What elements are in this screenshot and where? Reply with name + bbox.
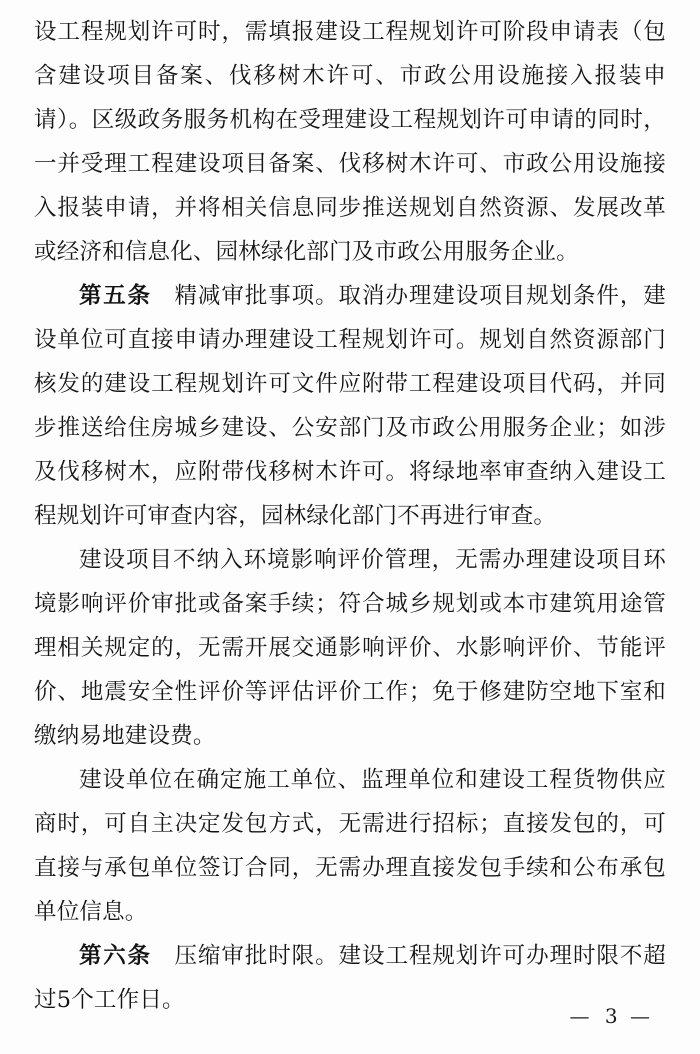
footer-right-dash: — — [630, 1004, 656, 1028]
article-label-6: 第六条 — [79, 943, 152, 969]
paragraph-3-text: 建设项目不纳入环境影响评价管理，无需办理建设项目环境影响评价审批或备案手续；符合城乡规划或本市建筑用途管理相关规定的，无需开展交通影响评价、水影响评价、节能评价、地震安全性评价等评估评价工作；免于修建防空地下室和缴纳易地建设费。 — [34, 547, 666, 749]
paragraph-2 — [34, 274, 666, 538]
document-body — [34, 10, 666, 1022]
paragraph-1 — [34, 10, 666, 274]
paragraph-5-text: 压缩审批时限。建设工程规划许可办理时限不超过5个工作日。 — [34, 943, 666, 1013]
article-label-5: 第五条 — [79, 283, 152, 309]
paragraph-4-text: 建设单位在确定施工单位、监理单位和建设工程货物供应商时，可自主决定发包方式，无需进行招标；直接发包的，可直接与承包单位签订合同，无需办理直接发包手续和公布承包单位信息。 — [34, 767, 666, 925]
paragraph-4 — [34, 758, 666, 934]
paragraph-1-text: 设工程规划许可时，需填报建设工程规划许可阶段申请表（包含建设项目备案、伐移树木许可、市政公用设施接入报装申请）。区级政务服务机构在受理建设工程规划许可申请的同时，一并受理工程建设项目备案、伐移树木许可、市政公用设施接入报装申请，并将相关信息同步推送规划自然资源、发展改革或经济和信息化、园林绿化部门及市政公用服务企业。 — [34, 19, 666, 265]
page-footer — [0, 1004, 700, 1028]
paragraph-3 — [34, 538, 666, 758]
footer-left-dash: — — [569, 1004, 596, 1028]
page-number: 3 — [604, 1004, 621, 1028]
paragraph-2-text: 精减审批事项。取消办理建设项目规划条件，建设单位可直接申请办理建设工程规划许可。规划自然资源部门核发的建设工程规划许可文件应附带工程建设项目代码，并同步推送给住房城乡建设、公安部门及市政公用服务企业；如涉及伐移树木，应附带伐移树木许可。将绿地率审查纳入建设工程规划许可审查内容，园林绿化部门不再进行审查。 — [34, 283, 666, 529]
